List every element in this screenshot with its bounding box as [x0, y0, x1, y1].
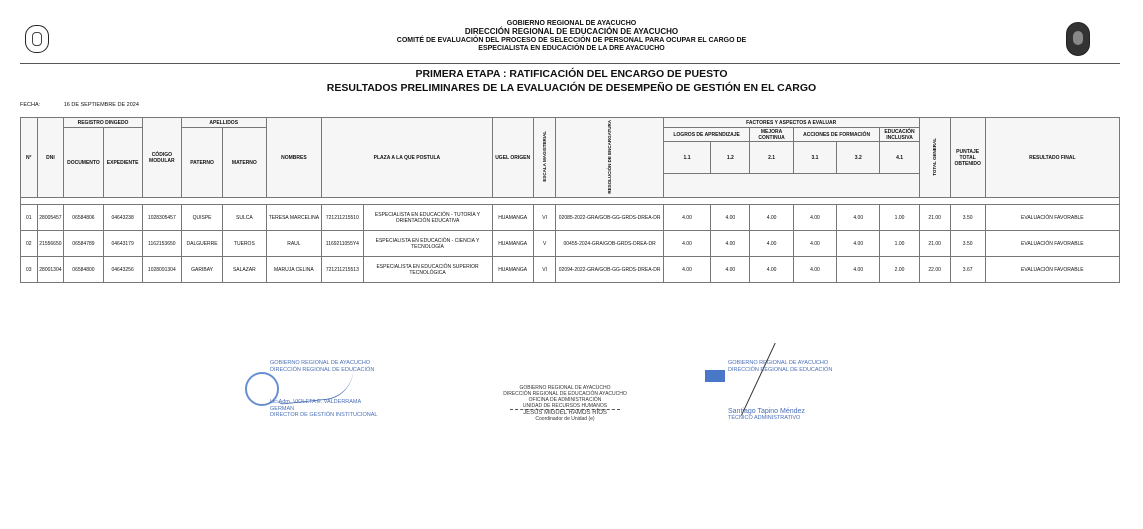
- cell-escala: V: [533, 231, 556, 257]
- signature-right-name: Santiago Tapino Méndez: [728, 408, 805, 415]
- cell-puntaje: 3.50: [950, 205, 985, 231]
- cell-resultado: EVALUACIÓN FAVORABLE: [985, 205, 1119, 231]
- header-factores: FACTORES Y ASPECTOS A EVALUAR: [663, 118, 919, 128]
- cell-f12: 4.00: [711, 205, 750, 231]
- signature-right-role: TÉCNICO ADMINISTRATIVO: [728, 415, 801, 421]
- header-escala-text: ESCALA MAGISTERIAL: [542, 131, 548, 182]
- cell-dni: 28005457: [37, 205, 64, 231]
- cell-f21: 4.00: [750, 231, 793, 257]
- signature-right-org: GOBIERNO REGIONAL DE AYACUCHO: [728, 360, 829, 366]
- table-row: [21, 257, 1120, 283]
- header-factor-spacer: [663, 174, 919, 198]
- cell-f11: 4.00: [663, 205, 710, 231]
- cell-paterno: GARIBAY: [181, 257, 222, 283]
- header-puntaje: PUNTAJE TOTAL OBTENIDO: [950, 118, 985, 198]
- cell-nombres: RAUL: [266, 231, 322, 257]
- cell-escala: VI: [533, 205, 556, 231]
- cell-escala: VI: [533, 257, 556, 283]
- cell-f11: 4.00: [663, 231, 710, 257]
- header-paterno: PATERNO: [181, 128, 222, 198]
- stamp-right-icon: [705, 370, 725, 382]
- header-nombres: NOMBRES: [266, 118, 322, 198]
- signature-right-dept: DIRECCIÓN REGIONAL DE EDUCACIÓN: [728, 367, 833, 373]
- cell-resolucion: 02094-2022-GRA/GOB-GG-GRDS-DREA-DR: [556, 257, 663, 283]
- signature-center-dept: DIRECCIÓN REGIONAL DE EDUCACIÓN AYACUCHO: [503, 391, 627, 397]
- header-codigo: CÓDIGO MODULAR: [142, 118, 181, 198]
- signature-left-text: [270, 360, 380, 420]
- table-row: [21, 231, 1120, 257]
- header-logros: LOGROS DE APRENDIZAJE: [663, 128, 750, 142]
- signature-center-office: OFICINA DE ADMINISTRACIÓN: [528, 397, 602, 403]
- header-line-1: GOBIERNO REGIONAL DE AYACUCHO: [506, 20, 637, 27]
- cell-f12: 4.00: [711, 231, 750, 257]
- cell-dni: 28001304: [37, 257, 64, 283]
- header-plaza: PLAZA A LA QUE POSTULA: [322, 118, 492, 198]
- cell-plaza-code: 721211215513: [322, 257, 363, 283]
- signature-left-role: DIRECTOR DE GESTIÓN INSTITUCIONAL: [270, 412, 378, 418]
- header-escala: [533, 118, 556, 198]
- cell-f11: 4.00: [663, 257, 710, 283]
- cell-f41: 1.00: [880, 205, 919, 231]
- table-row: [21, 205, 1120, 231]
- header-apellidos: APELLIDOS: [181, 118, 266, 128]
- header-expediente: EXPEDIENTE: [103, 128, 142, 198]
- cell-plaza-code: 1169211055Y4: [322, 231, 363, 257]
- header-registro: REGISTRO DINGEDO: [64, 118, 142, 128]
- signature-left-name: Lic.Adm. VIOLETA E. VALDERRAMA GERMAN: [270, 399, 361, 412]
- cell-puntaje: 3.50: [950, 231, 985, 257]
- cell-total: 21.00: [919, 205, 950, 231]
- signature-left: [225, 360, 378, 430]
- cell-materno: SULCA: [223, 205, 266, 231]
- cell-plaza: ESPECIALISTA EN EDUCACIÓN SUPERIOR TECNOLÓGICA: [363, 257, 492, 283]
- cell-expediente: 04643238: [103, 205, 142, 231]
- cell-f31: 4.00: [793, 231, 836, 257]
- gap-cell: [21, 198, 1120, 205]
- signature-center: [490, 385, 640, 435]
- cell-documento: 06584800: [64, 257, 103, 283]
- header-total: [919, 118, 950, 198]
- signature-center-role: Coordinador de Unidad (e): [535, 416, 595, 422]
- cell-paterno: DALGUERRE: [181, 231, 222, 257]
- date-line: [20, 102, 161, 108]
- cell-f32: 4.00: [837, 257, 880, 283]
- header-line-2: DIRECCIÓN REGIONAL DE EDUCACIÓN DE AYACUCHO: [464, 27, 679, 36]
- header-line-3: COMITÉ DE EVALUACIÓN DEL PROCESO DE SELECCIÓN DE PERSONAL PARA OCUPAR EL CARGO DE: [396, 37, 747, 44]
- cell-resolucion: 00455-2024-GRA/GOB-GRDS-DREA-DR: [556, 231, 663, 257]
- header-materno: MATERNO: [223, 128, 266, 198]
- stage-title: PRIMERA ETAPA : RATIFICACIÓN DEL ENCARGO DE PUESTO: [415, 68, 728, 80]
- cell-f32: 4.00: [837, 231, 880, 257]
- header-f12: 1.2: [711, 142, 750, 174]
- results-title: RESULTADOS PRELIMINARES DE LA EVALUACIÓN DE DESEMPEÑO DE GESTIÓN EN EL CARGO: [326, 82, 817, 94]
- cell-n: 01: [21, 205, 38, 231]
- cell-f31: 4.00: [793, 257, 836, 283]
- header-resolucion: [556, 118, 663, 198]
- cell-resultado: EVALUACIÓN FAVORABLE: [985, 231, 1119, 257]
- cell-ugel: HUAMANGA: [492, 231, 533, 257]
- cell-total: 21.00: [919, 231, 950, 257]
- cell-f41: 2.00: [880, 257, 919, 283]
- header-documento: DOCUMENTO: [64, 128, 103, 198]
- header-ugel: UGEL ORIGEN: [492, 118, 533, 198]
- cell-f21: 4.00: [750, 257, 793, 283]
- header-total-text: TOTAL GENERAL: [932, 137, 938, 176]
- cell-ugel: HUAMANGA: [492, 257, 533, 283]
- header-mejora: MEJORA CONTINUA: [750, 128, 793, 142]
- cell-f12: 4.00: [711, 257, 750, 283]
- cell-plaza: ESPECIALISTA EN EDUCACIÓN - CIENCIA Y TECNOLOGÍA: [363, 231, 492, 257]
- signature-right: [700, 350, 840, 445]
- cell-codigo: 1028305457: [142, 205, 181, 231]
- cell-materno: SALAZAR: [223, 257, 266, 283]
- header-line-4: ESPECIALISTA EN EDUCACIÓN DE LA DRE AYACUCHO: [478, 45, 665, 52]
- header-resultado: RESULTADO FINAL: [985, 118, 1119, 198]
- cell-n: 03: [21, 257, 38, 283]
- cell-resultado: EVALUACIÓN FAVORABLE: [985, 257, 1119, 283]
- header-n: N°: [21, 118, 38, 198]
- header-resolucion-text: RESOLUCIÓN DE ENCARGATURA: [607, 119, 613, 194]
- cell-n: 02: [21, 231, 38, 257]
- cell-total: 22.00: [919, 257, 950, 283]
- signature-right-text: [728, 360, 838, 422]
- cell-f31: 4.00: [793, 205, 836, 231]
- cell-documento: 06584789: [64, 231, 103, 257]
- cell-f32: 4.00: [837, 205, 880, 231]
- table-gap-row: [21, 198, 1120, 205]
- header-f32: 3.2: [837, 142, 880, 174]
- header-f31: 3.1: [793, 142, 836, 174]
- header-f11: 1.1: [663, 142, 710, 174]
- header-educacion: EDUCACIÓN INCLUSIVA: [880, 128, 919, 142]
- cell-ugel: HUAMANGA: [492, 205, 533, 231]
- cell-paterno: QUISPE: [181, 205, 222, 231]
- header-acciones: ACCIONES DE FORMACIÓN: [793, 128, 880, 142]
- header-divider: [20, 63, 1120, 64]
- cell-documento: 06584806: [64, 205, 103, 231]
- date-label: FECHA:: [20, 102, 41, 108]
- cell-puntaje: 3.67: [950, 257, 985, 283]
- header-f41: 4.1: [880, 142, 919, 174]
- cell-plaza: ESPECIALISTA EN EDUCACIÓN - TUTORÍA Y ORIENTACIÓN EDUCATIVA: [363, 205, 492, 231]
- cell-expediente: 04643256: [103, 257, 142, 283]
- cell-f41: 1.00: [880, 231, 919, 257]
- cell-codigo: 1028091304: [142, 257, 181, 283]
- cell-f21: 4.00: [750, 205, 793, 231]
- signature-center-unit: UNIDAD DE RECURSOS HUMANOS: [522, 403, 608, 409]
- date-value: 16 DE SEPTIEMBRE DE 2024: [63, 102, 139, 108]
- cell-expediente: 04643179: [103, 231, 142, 257]
- cell-materno: TUEROS: [223, 231, 266, 257]
- header-f21: 2.1: [750, 142, 793, 174]
- cell-codigo: 1162153650: [142, 231, 181, 257]
- cell-plaza-code: 721211215510: [322, 205, 363, 231]
- cell-resolucion: 02085-2022-GRA/GOB-GG-GRDS-DREA-DR: [556, 205, 663, 231]
- signature-left-org: GOBIERNO REGIONAL DE AYACUCHO: [270, 360, 371, 366]
- cell-nombres: TERESA MARCELINA: [266, 205, 322, 231]
- signature-left-dept: DIRECCIÓN REGIONAL DE EDUCACIÓN: [270, 366, 375, 373]
- results-table: [20, 117, 1120, 283]
- signature-center-org: GOBIERNO REGIONAL DE AYACUCHO: [519, 385, 611, 391]
- cell-dni: 21556650: [37, 231, 64, 257]
- header-dni: DNI: [37, 118, 64, 198]
- signature-center-name: JESÚS MIGUEL RAMOS RÍOS: [523, 410, 607, 416]
- cell-nombres: MARUJA CELINA: [266, 257, 322, 283]
